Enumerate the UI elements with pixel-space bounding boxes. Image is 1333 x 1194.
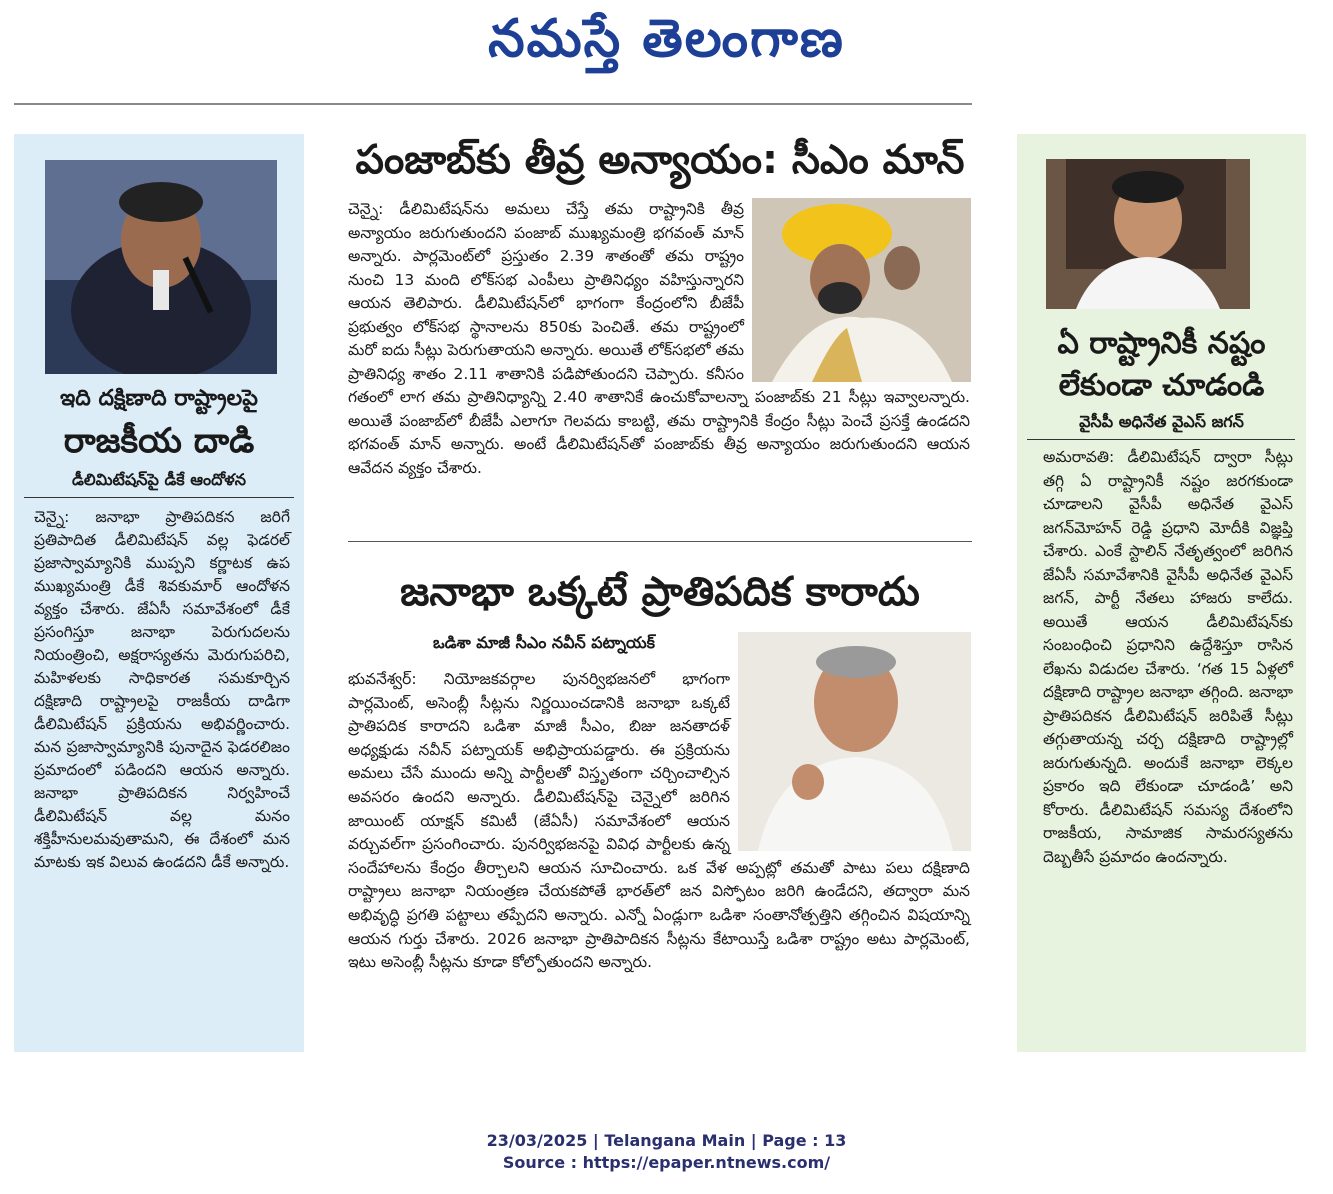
right-headline-line-2: లేకుండా చూడండి [1058,368,1265,403]
newspaper-logo: నమస్తే తెలంగాణ [488,8,845,69]
masthead [0,6,1333,72]
right-article-body: అమరావతి: డీలిమిటేషన్ ద్వారా సీట్లు తగ్గి ఏ రాష్ట్రానికీ నష్టం జరగకుండా చూడాలని వైసీపీ అధినేత వైఎస్ జగన్‌మోహన్ రెడ్డి ప్రధాని మోదీకి విజ్ఞప్తి చేశారు. ఎంకే స్టాలిన్ నేతృత్వంలో జరిగిన జేఏసీ సమావేశానికి వైసీపీ అధినేత వైఎస్ జగన్, పార్టీ నేతలు హాజరు కాలేదు. అయితే ఆయన డీలిమిటేషన్‌కు సంబంధించి ప్రధానిని ఉద్దేశిస్తూ రాసిన లేఖను విడుదల చేశారు. ‘గత 15 ఏళ్లలో దక్షిణాది రాష్ట్రాల జనాభా తగ్గింది. జనాభా ప్రాతిపదికన డీలిమిటేషన్ జరిపితే సీట్లు తగ్గుతాయన్న చర్చ దక్షిణాది రాష్ట్రాల్లో జరుగుతున్నది. అందుకే జనాభా లెక్కల ప్రకారం ఇది లేకుండా చూడండి’ అని కోరారు. డీలిమిటేషన్ సమస్య దేశంలోని రాజకీయ, సామాజిక సామరస్యతను దెబ్బతీసే ప్రమాదం ఉందన్నారు. [1043,448,1293,866]
center-article-1-body: చెన్నై: డీలిమిటేషన్‌ను అమలు చేస్తే తమ రాష్ట్రానికి తీవ్ర అన్యాయం జరుగుతుందని పంజాబ్ ముఖ్యమంత్రి భగవంత్ మాన్ అన్నారు. పార్లమెంట్‌లో ప్రస్తుతం 2.39 శాతంతో తమ రాష్ట్రం నుంచి 13 మంది లోక్‌సభ ఎంపీలు ప్రాతినిధ్యం వహిస్తున్నారని ఆయన తెలిపారు. డీలిమిటేషన్‌లో భాగంగా కేంద్రంలోని బీజేపీ ప్రభుత్వం లోక్‌సభ స్థానాలను 850కు పెంచితే. తమ రాష్ట్రంలో మరో ఐదు సీట్లు పెరుగుతాయని అన్నారు. అయితే లోక్‌సభలో తమ ప్రాతినిధ్య శాతం 2.11 శాతానికి పడిపోతుందని చెప్పారు. కనీసం గతంలో లాగ తమ ప్రాతినిధ్యాన్ని 2.40 శాతానికే ఉంచుకోవాలన్నా పంజాబ్‌కు 21 సీట్లు ఇవ్వాలన్నారు. అయితే పంజాబ్‌లో బీజేపీ ఎలాగూ గెలవదు కాబట్టి, తమ రాష్ట్రానికి కేంద్రం సీట్లు పెంచే ప్రసక్తే ఉండదని భగవంత్ మాన్ అన్నారు. అంటే డీలిమిటేషన్‌తో పంజాబ్‌కు తీవ్ర అన్యాయం జరుగుతుందని ఆయన ఆవేదన వ్యక్తం చేశారు. [348,200,970,477]
center-divider [348,541,972,542]
edition-info: 23/03/2025 | Telangana Main | Page : 13 [486,1131,847,1150]
right-headline-line-1: ఏ రాష్ట్రానికీ నష్టం [1057,326,1266,361]
person-photo-icon [45,160,277,374]
left-article-body: చెన్నై: జనాభా ప్రాతిపదికన జరిగే ప్రతిపాదిత డీలిమిటేషన్ వల్ల ఫెడరల్ ప్రజాస్వామ్యానికి ముప్పని కర్ణాటక ఉప ముఖ్యమంత్రి డీకే శివకుమార్ ఆందోళన వ్యక్తం చేశారు. జేఏసీ సమావేశంలో డీకే ప్రసంగిస్తూ జనాభా పెరుగుదలను నియంత్రించి, అక్షరాస్యతను మెరుగుపరిచి, మహిళలకు సాధికారత సమకూర్చిన దక్షిణాది రాష్ట్రాలపై రాజకీయ దాడిగా డీలిమిటేషన్ ప్రక్రియను అభివర్ణించారు. మన ప్రజాస్వామ్యానికి పునాదైన ఫెడరలిజం ప్రమాదంలో పడిందని ఆయన అన్నారు. జనాభా ప్రాతిపదికన నిర్వహించే డీలిమిటేషన్ వల్ల మనం శక్తిహీనులమవుతామని, ఈ దేశంలో మన మాటకు ఇక విలువ ఉండదని డీకే అన్నారు. [34,508,290,871]
left-article-photo [45,160,277,374]
page-footer [0,1130,1333,1174]
center-article-1-headline: పంజాబ్‌కు తీవ్ర అన్యాయం: సీఎం మాన్ [355,137,965,183]
right-article [1017,134,1306,1052]
left-headline-kicker: ఇది దక్షిణాది రాష్ట్రాలపై [60,386,258,411]
photo-wrap-space [744,198,970,382]
center-article-2-body: భువనేశ్వర్: నియోజకవర్గాల పునర్విభజనలో భాగంగా పార్లమెంట్, అసెంబ్లీ సీట్లను నిర్ణయించడానికి జనాభా ఒక్కటే ప్రాతిపదిక కారాదని ఒడిశా మాజీ సీఎం, బిజు జనతాదళ్ అధ్యక్షుడు నవీన్ పట్నాయక్ అభిప్రాయపడ్డారు. ఈ ప్రక్రియను అమలు చేసే ముందు అన్ని పార్టీలతో విస్తృతంగా చర్చించాల్సిన అవసరం ఉందని అన్నారు. డీలిమిటేషన్‌పై చెన్నైలో జరిగిన జాయింట్ యాక్షన్ కమిటీ (జేఏసీ) సమావేశంలో ఆయన వర్చువల్‌గా ప్రసంగించారు. పునర్విభజనపై వివిధ పార్టీలకు ఉన్న సందేహాలను కేంద్రం తీర్చాలని ఆయన సూచించారు. ఒక వేళ అప్పట్లో తమతో పాటు పలు దక్షిణాది రాష్ట్రాలు జనాభా నియంత్రణ చేయకపోతే భారత్‌లో జన విస్ఫోటం జరిగి ఉండేదని, తద్వారా మన అభివృద్ధి ప్రగతి పట్టాలు తప్పేదని అన్నారు. ఎన్నో ఏండ్లుగా ఒడిశా సంతానోత్పత్తిని తగ్గించిన విషయాన్ని ఆయన గుర్తు చేశారు. 2026 జనాభా ప్రాతిపాదికన సీట్లను కేటాయిస్తే ఒడిశా రాష్ట్రం అటు పార్లమెంట్, ఇటు అసెంబ్లీ సీట్లను కూడా కోల్పోతుందని అన్నారు. [348,670,970,972]
center-article-2-byline: ఒడిశా మాజీ సీఎం నవీన్ పట్నాయక్ [433,633,655,652]
center-article-2-body-container [348,668,970,975]
right-divider [1027,439,1295,440]
right-article-photo [1046,159,1250,309]
left-article [14,134,304,1052]
left-divider [24,497,294,498]
center-article-1-body-container [348,198,970,480]
right-subheadline: వైసీపీ అధినేత వైఎస్ జగన్ [1079,412,1244,431]
person-photo-icon [1046,159,1250,309]
source-link[interactable]: Source : https://epaper.ntnews.com/ [502,1153,831,1172]
center-article-2-headline: జనాభా ఒక్కటే ప్రాతిపదిక కారాదు [400,569,920,615]
left-subheadline: డీలిమిటేషన్‌పై డీకే ఆందోళన [72,470,246,489]
masthead-divider [14,103,972,105]
left-headline: రాజకీయ దాడి [63,421,255,461]
photo-wrap-space [730,668,970,850]
